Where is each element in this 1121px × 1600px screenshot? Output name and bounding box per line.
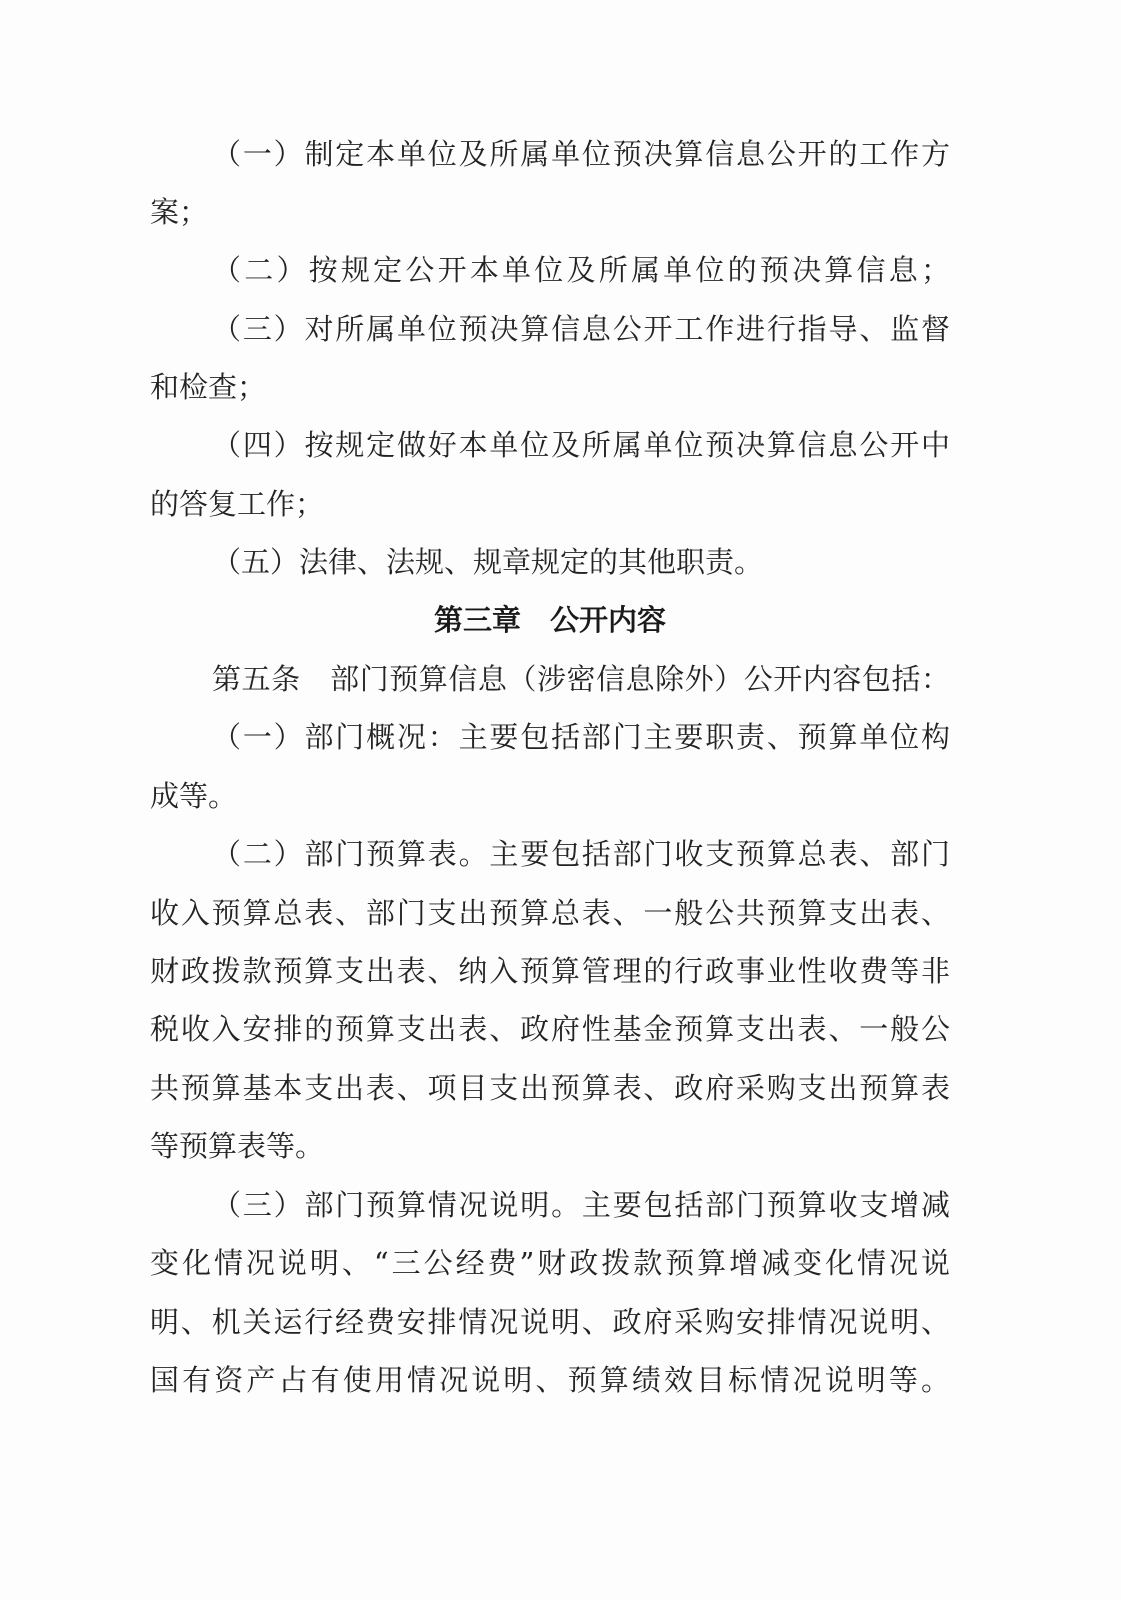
paragraph-line: （三）对所属单位预决算信息公开工作进行指导、监督 <box>212 312 950 346</box>
paragraph-line: 共预算基本支出表、项目支出预算表、政府采购支出预算表 <box>150 1071 950 1105</box>
chapter-heading: 第三章 公开内容 <box>433 603 666 637</box>
paragraph-line: （一）制定本单位及所属单位预决算信息公开的工作方 <box>212 137 950 171</box>
paragraph-line: 财政拨款预算支出表、纳入预算管理的行政事业性收费等非 <box>150 954 950 988</box>
paragraph-line: 等预算表等。 <box>150 1129 325 1163</box>
paragraph-line: （四）按规定做好本单位及所属单位预决算信息公开中 <box>212 428 950 462</box>
paragraph-line: 和检查； <box>150 370 267 404</box>
paragraph-line: （五）法律、法规、规章规定的其他职责。 <box>212 545 764 579</box>
paragraph-line: （三）部门预算情况说明。主要包括部门预算收支增减 <box>212 1188 950 1222</box>
article-line: 第五条 部门预算信息（涉密信息除外）公开内容包括： <box>212 662 950 696</box>
paragraph-line: 变化情况说明、“三公经费”财政拨款预算增减变化情况说 <box>150 1246 950 1280</box>
paragraph-line: 国有资产占有使用情况说明、预算绩效目标情况说明等。 <box>150 1363 950 1397</box>
paragraph-line: （一）部门概况：主要包括部门主要职责、预算单位构 <box>212 720 950 754</box>
paragraph-line: 成等。 <box>150 779 238 813</box>
paragraph-line: 明、机关运行经费安排情况说明、政府采购安排情况说明、 <box>150 1305 950 1339</box>
paragraph-line: 案； <box>150 195 209 229</box>
paragraph-line: 收入预算总表、部门支出预算总表、一般公共预算支出表、 <box>150 896 950 930</box>
paragraph-line: （二）部门预算表。主要包括部门收支预算总表、部门 <box>212 837 950 871</box>
paragraph-line: （二）按规定公开本单位及所属单位的预决算信息； <box>212 253 950 287</box>
paragraph-line: 税收入安排的预算支出表、政府性基金预算支出表、一般公 <box>150 1012 950 1046</box>
paragraph-line: 的答复工作； <box>150 487 325 521</box>
